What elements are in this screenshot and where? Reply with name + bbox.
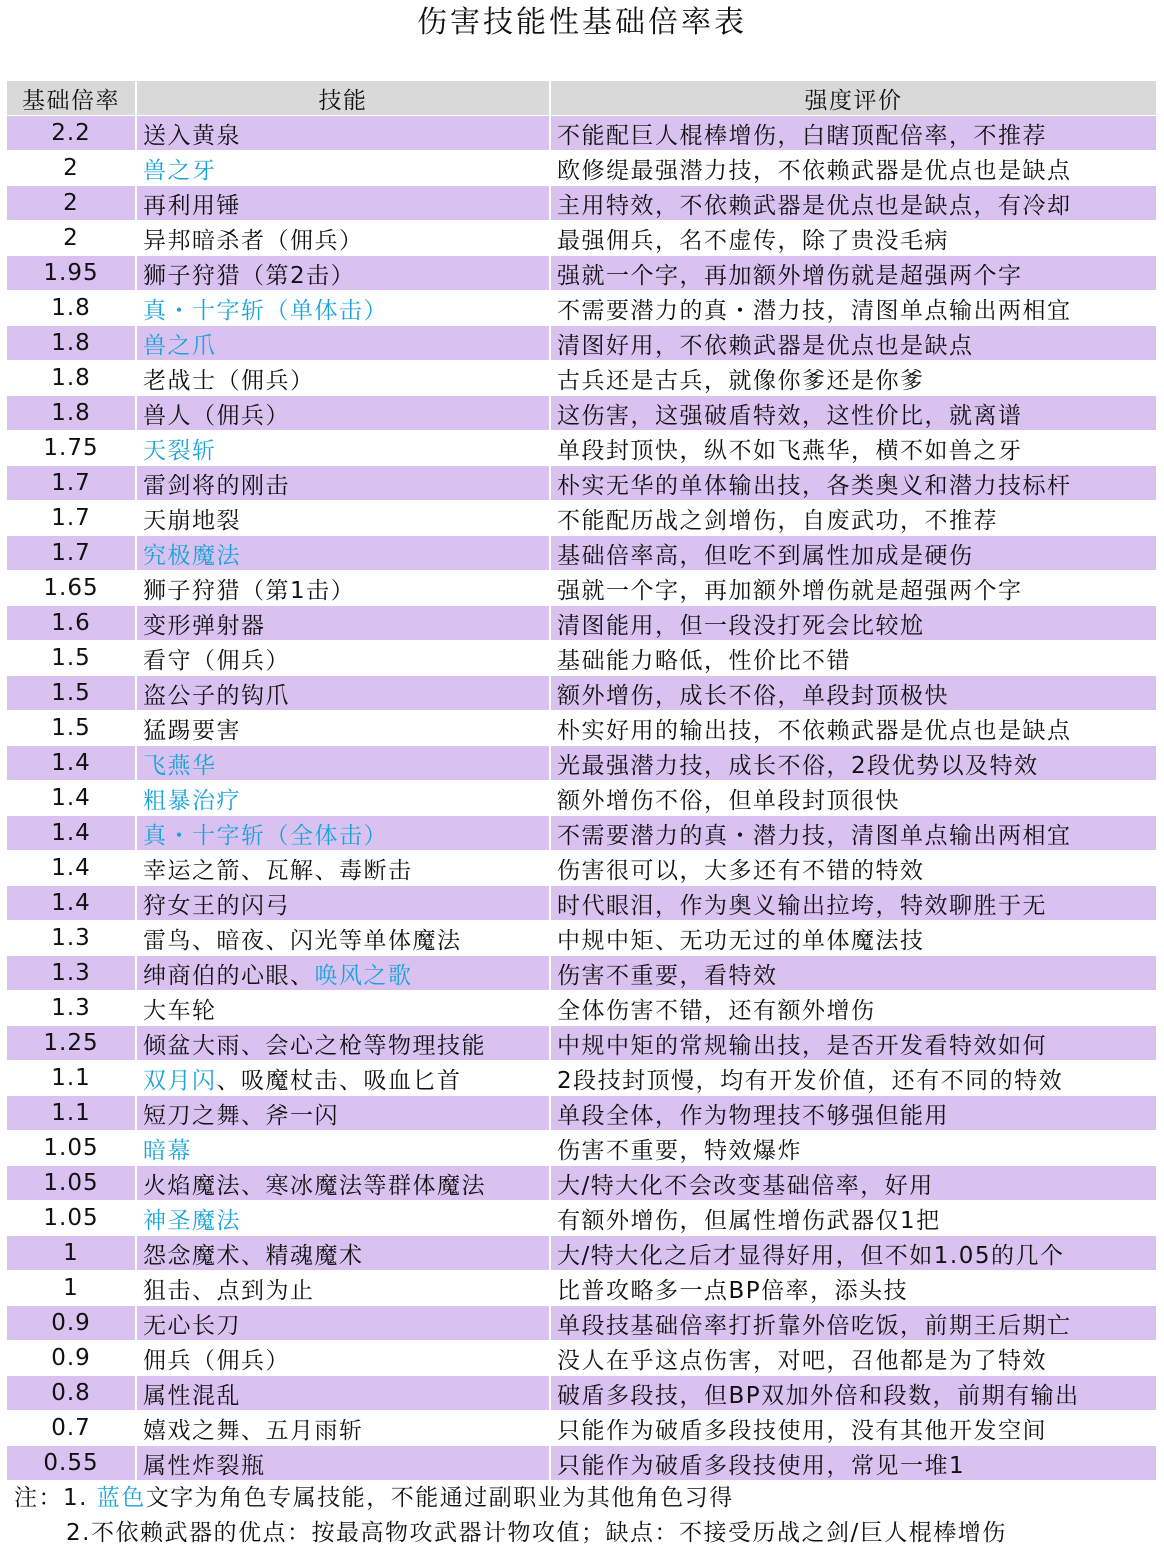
table-row: [7, 1166, 1156, 1201]
table-row: [7, 781, 1156, 816]
base-rate-cell: 1.4: [7, 816, 136, 851]
table-row: [7, 991, 1156, 1026]
table-row: [7, 221, 1156, 256]
skill-cell: [136, 256, 550, 291]
base-rate-cell: 1.4: [7, 886, 136, 921]
skill-cell: [136, 1341, 550, 1376]
base-rate-cell: 1.8: [7, 291, 136, 326]
base-rate-cell: 0.9: [7, 1306, 136, 1341]
table-header-row: [7, 81, 1156, 116]
skill-cell: [136, 1026, 550, 1061]
table-row: [7, 1026, 1156, 1061]
base-rate-cell: 1.5: [7, 676, 136, 711]
skill-cell: [136, 221, 550, 256]
table-row: [7, 291, 1156, 326]
review-cell: 单段封顶快，纵不如飞燕华，横不如兽之牙: [550, 431, 1156, 466]
table-row: [7, 256, 1156, 291]
review-cell: 基础倍率高，但吃不到属性加成是硬伤: [550, 536, 1156, 571]
base-rate-cell: 1.3: [7, 921, 136, 956]
page-title: 伤害技能性基础倍率表: [417, 5, 747, 40]
table-row: [7, 396, 1156, 431]
base-rate-cell: 1.7: [7, 536, 136, 571]
base-rate-cell: 1.7: [7, 466, 136, 501]
skill-cell: [136, 1166, 550, 1201]
base-rate-cell: 1.6: [7, 606, 136, 641]
table-body: [7, 116, 1156, 1481]
skill-text: 、吸魔杖击、吸血匕首: [216, 1067, 462, 1094]
skill-cell: [136, 1131, 550, 1166]
note-1-blue-word: 蓝色: [96, 1485, 146, 1511]
skill-cell: [136, 466, 550, 501]
table-row: [7, 1341, 1156, 1376]
base-rate-cell: 1.75: [7, 431, 136, 466]
skill-cell: [136, 746, 550, 781]
skill-text: 绅商伯的心眼、: [143, 962, 315, 989]
skill-text: 嬉戏之舞、五月雨斩: [143, 1417, 364, 1444]
header-review: 强度评价: [550, 81, 1156, 116]
skill-cell: [136, 1411, 550, 1446]
review-cell: 不能配巨人棍棒增伤，白瞎顶配倍率，不推荐: [550, 116, 1156, 151]
skill-text: 兽人（佣兵）: [143, 402, 290, 429]
table-row: [7, 1201, 1156, 1236]
skill-text: 短刀之舞、斧一闪: [143, 1102, 339, 1129]
base-rate-cell: 0.9: [7, 1341, 136, 1376]
review-cell: 额外增伤，成长不俗，单段封顶极快: [550, 676, 1156, 711]
table-row: [7, 1411, 1156, 1446]
table-row: [7, 151, 1156, 186]
base-rate-cell: 1.4: [7, 746, 136, 781]
skill-text: 属性混乱: [143, 1382, 241, 1409]
review-cell: 清图好用，不依赖武器是优点也是缺点: [550, 326, 1156, 361]
base-rate-cell: 1.05: [7, 1131, 136, 1166]
table-row: [7, 1096, 1156, 1131]
skill-cell: [136, 781, 550, 816]
skill-text: 盗公子的钩爪: [143, 682, 290, 709]
review-cell: 全体伤害不错，还有额外增伤: [550, 991, 1156, 1026]
review-cell: 清图能用，但一段没打死会比较尬: [550, 606, 1156, 641]
skill-cell: [136, 571, 550, 606]
table-row: [7, 956, 1156, 991]
table-row: [7, 361, 1156, 396]
note-1-text: 文字为角色专属技能，不能通过副职业为其他角色习得: [145, 1485, 734, 1511]
skill-cell: [136, 711, 550, 746]
table-row: [7, 1061, 1156, 1096]
base-rate-cell: 0.7: [7, 1411, 136, 1446]
skill-text: 狮子狩猎（第2击）: [143, 262, 356, 289]
exclusive-skill-text: 真・十字斩（全体击）: [143, 822, 388, 849]
review-cell: 有额外增伤，但属性增伤武器仅1把: [550, 1201, 1156, 1236]
review-cell: 朴实无华的单体输出技，各类奥义和潜力技标杆: [550, 466, 1156, 501]
table-row: [7, 676, 1156, 711]
table-row: [7, 466, 1156, 501]
base-rate-cell: 1.8: [7, 361, 136, 396]
skill-cell: [136, 921, 550, 956]
exclusive-skill-text: 究极魔法: [143, 542, 241, 569]
base-rate-cell: 1.65: [7, 571, 136, 606]
skill-cell: [136, 886, 550, 921]
exclusive-skill-text: 唤风之歌: [314, 962, 413, 989]
review-cell: 这伤害，这强破盾特效，这性价比，就离谱: [550, 396, 1156, 431]
table-row: [7, 816, 1156, 851]
skill-text: 无心长刀: [143, 1312, 241, 1339]
review-cell: 伤害不重要，看特效: [550, 956, 1156, 991]
review-cell: 大/特大化之后才显得好用，但不如1.05的几个: [550, 1236, 1156, 1271]
skill-text: 雷剑将的刚击: [143, 472, 290, 499]
base-rate-cell: 1.8: [7, 396, 136, 431]
note-1: [14, 1481, 1154, 1516]
base-rate-cell: 1.5: [7, 641, 136, 676]
review-cell: 额外增伤不俗，但单段封顶很快: [550, 781, 1156, 816]
base-rate-cell: 2: [7, 221, 136, 256]
base-rate-cell: 1.1: [7, 1061, 136, 1096]
skill-text: 佣兵（佣兵）: [143, 1347, 290, 1374]
skill-cell: [136, 676, 550, 711]
base-rate-cell: 1.05: [7, 1201, 136, 1236]
base-rate-cell: 1.8: [7, 326, 136, 361]
exclusive-skill-text: 飞燕华: [143, 752, 217, 779]
review-cell: 强就一个字，再加额外增伤就是超强两个字: [550, 571, 1156, 606]
base-rate-cell: 0.8: [7, 1376, 136, 1411]
table-row: [7, 186, 1156, 221]
review-cell: 中规中矩的常规输出技，是否开发看特效如何: [550, 1026, 1156, 1061]
header-skill: 技能: [136, 81, 550, 116]
review-cell: 不需要潜力的真・潜力技，清图单点输出两相宜: [550, 816, 1156, 851]
review-cell: 古兵还是古兵，就像你爹还是你爹: [550, 361, 1156, 396]
table-row: [7, 431, 1156, 466]
skill-cell: [136, 536, 550, 571]
skill-cell: [136, 1236, 550, 1271]
review-cell: 没人在乎这点伤害，对吧，召他都是为了特效: [550, 1341, 1156, 1376]
exclusive-skill-text: 兽之牙: [143, 157, 217, 184]
skill-cell: [136, 151, 550, 186]
skill-cell: [136, 606, 550, 641]
table-row: [7, 1236, 1156, 1271]
review-cell: 单段技基础倍率打折靠外倍吃饭，前期王后期亡: [550, 1306, 1156, 1341]
table-row: [7, 1271, 1156, 1306]
skill-text: 送入黄泉: [143, 122, 241, 149]
note-2: 2.不依赖武器的优点：按最高物攻武器计物攻值；缺点：不接受历战之剑/巨人棍棒增伤: [66, 1520, 1007, 1546]
skill-text: 火焰魔法、寒冰魔法等群体魔法: [143, 1172, 486, 1199]
review-cell: 不需要潜力的真・潜力技，清图单点输出两相宜: [550, 291, 1156, 326]
review-cell: 中规中矩、无功无过的单体魔法技: [550, 921, 1156, 956]
base-rate-cell: 1: [7, 1236, 136, 1271]
skill-text: 狙击、点到为止: [143, 1277, 315, 1304]
exclusive-skill-text: 天裂斩: [143, 437, 217, 464]
table-row: [7, 536, 1156, 571]
table-row: [7, 571, 1156, 606]
review-cell: 强就一个字，再加额外增伤就是超强两个字: [550, 256, 1156, 291]
skill-cell: [136, 326, 550, 361]
skill-text: 老战士（佣兵）: [143, 367, 315, 394]
review-cell: 不能配历战之剑增伤，自废武功，不推荐: [550, 501, 1156, 536]
skill-cell: [136, 1061, 550, 1096]
table-row: [7, 501, 1156, 536]
review-cell: 主用特效，不依赖武器是优点也是缺点，有冷却: [550, 186, 1156, 221]
skill-cell: [136, 991, 550, 1026]
review-cell: 破盾多段技，但BP双加外倍和段数，前期有输出: [550, 1376, 1156, 1411]
base-rate-cell: 1: [7, 1271, 136, 1306]
skill-text: 怨念魔术、精魂魔术: [143, 1242, 364, 1269]
skill-text: 大车轮: [143, 997, 217, 1024]
review-cell: 单段全体，作为物理技不够强但能用: [550, 1096, 1156, 1131]
skill-cell: [136, 1376, 550, 1411]
skill-cell: [136, 1201, 550, 1236]
table-row: [7, 1446, 1156, 1481]
review-cell: 欧修缇最强潜力技，不依赖武器是优点也是缺点: [550, 151, 1156, 186]
skill-cell: [136, 641, 550, 676]
exclusive-skill-text: 粗暴治疗: [143, 787, 241, 814]
skill-cell: [136, 1306, 550, 1341]
skill-text: 狮子狩猎（第1击）: [143, 577, 356, 604]
skill-text: 倾盆大雨、会心之枪等物理技能: [143, 1032, 486, 1059]
review-cell: 伤害很可以，大多还有不错的特效: [550, 851, 1156, 886]
review-cell: 大/特大化不会改变基础倍率，好用: [550, 1166, 1156, 1201]
skill-cell: [136, 396, 550, 431]
base-rate-cell: 1.4: [7, 851, 136, 886]
skill-cell: [136, 1271, 550, 1306]
skill-text: 幸运之箭、瓦解、毒断击: [143, 857, 413, 884]
exclusive-skill-text: 兽之爪: [143, 332, 217, 359]
review-cell: 时代眼泪，作为奥义输出拉垮，特效聊胜于无: [550, 886, 1156, 921]
base-rate-cell: 1.4: [7, 781, 136, 816]
review-cell: 只能作为破盾多段技使用，常见一堆1: [550, 1446, 1156, 1481]
skill-cell: [136, 501, 550, 536]
table-row: [7, 606, 1156, 641]
table-row: [7, 746, 1156, 781]
table-row: [7, 116, 1156, 151]
table-row: [7, 921, 1156, 956]
skill-cell: [136, 361, 550, 396]
rate-table: [7, 81, 1156, 1481]
base-rate-cell: 1.95: [7, 256, 136, 291]
skill-cell: [136, 816, 550, 851]
skill-text: 异邦暗杀者（佣兵）: [143, 227, 364, 254]
skill-cell: [136, 1096, 550, 1131]
review-cell: 最强佣兵，名不虚传，除了贵没毛病: [550, 221, 1156, 256]
skill-cell: [136, 1446, 550, 1481]
table-row: [7, 1131, 1156, 1166]
base-rate-cell: 1.25: [7, 1026, 136, 1061]
review-cell: 朴实好用的输出技，不依赖武器是优点也是缺点: [550, 711, 1156, 746]
skill-text: 属性炸裂瓶: [143, 1452, 266, 1479]
skill-text: 变形弹射器: [143, 612, 266, 639]
notes: [14, 1481, 1154, 1551]
skill-text: 猛踢要害: [143, 717, 241, 744]
header-base-rate: 基础倍率: [7, 81, 136, 116]
review-cell: 基础能力略低，性价比不错: [550, 641, 1156, 676]
exclusive-skill-text: 神圣魔法: [143, 1207, 241, 1234]
skill-text: 看守（佣兵）: [143, 647, 290, 674]
base-rate-cell: 1.5: [7, 711, 136, 746]
review-cell: 比普攻略多一点BP倍率，添头技: [550, 1271, 1156, 1306]
base-rate-cell: 1.3: [7, 991, 136, 1026]
base-rate-cell: 1.7: [7, 501, 136, 536]
exclusive-skill-text: 真・十字斩（单体击）: [143, 297, 388, 324]
skill-text: 天崩地裂: [143, 507, 241, 534]
base-rate-cell: 1.05: [7, 1166, 136, 1201]
table-row: [7, 886, 1156, 921]
exclusive-skill-text: 双月闪: [143, 1067, 217, 1094]
table-row: [7, 641, 1156, 676]
base-rate-cell: 0.55: [7, 1446, 136, 1481]
review-cell: 伤害不重要，特效爆炸: [550, 1131, 1156, 1166]
review-cell: 光最强潜力技，成长不俗，2段优势以及特效: [550, 746, 1156, 781]
base-rate-cell: 1.1: [7, 1096, 136, 1131]
skill-cell: [136, 116, 550, 151]
table-row: [7, 326, 1156, 361]
skill-cell: [136, 431, 550, 466]
skill-cell: [136, 851, 550, 886]
table-row: [7, 711, 1156, 746]
review-cell: 只能作为破盾多段技使用，没有其他开发空间: [550, 1411, 1156, 1446]
base-rate-cell: 2.2: [7, 116, 136, 151]
table-row: [7, 1306, 1156, 1341]
base-rate-cell: 1.3: [7, 956, 136, 991]
review-cell: 2段技封顶慢，均有开发价值，还有不同的特效: [550, 1061, 1156, 1096]
table-row: [7, 1376, 1156, 1411]
skill-cell: [136, 186, 550, 221]
skill-cell: [136, 956, 550, 991]
base-rate-cell: 2: [7, 151, 136, 186]
base-rate-cell: 2: [7, 186, 136, 221]
table-row: [7, 851, 1156, 886]
skill-text: 狩女王的闪弓: [143, 892, 290, 919]
skill-text: 雷鸟、暗夜、闪光等单体魔法: [143, 927, 462, 954]
skill-cell: [136, 291, 550, 326]
note-1-prefix: 注：1.: [14, 1485, 97, 1511]
exclusive-skill-text: 暗幕: [143, 1137, 192, 1164]
skill-text: 再利用锤: [143, 192, 241, 219]
